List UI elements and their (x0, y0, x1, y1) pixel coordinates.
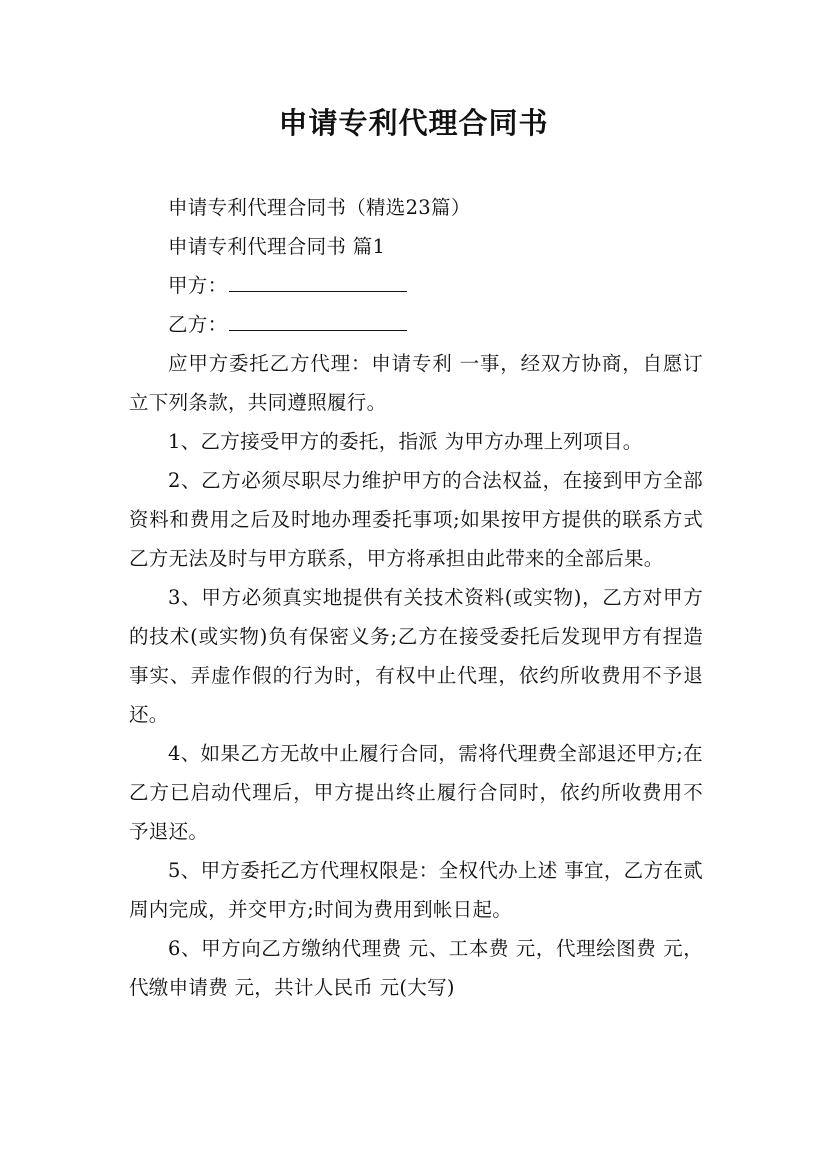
paragraph-clause-3: 3、甲方必须真实地提供有关技术资料(或实物)，乙方对甲方的技术(或实物)负有保密义务;乙方在接受委托后发现甲方有捏造事实、弄虚作假的行为时，有权中止代理，依约所收费用不予退还。 (129, 586, 703, 726)
paragraph-clause-1: 1、乙方接受甲方的委托，指派 为甲方办理上列项目。 (168, 430, 643, 453)
party-b-label: 乙方： (168, 313, 228, 336)
section-heading: 申请专利代理合同书 篇1 (168, 235, 386, 258)
party-a-blank (229, 269, 407, 292)
document-body (129, 188, 703, 1007)
document-title: 申请专利代理合同书 (278, 106, 549, 140)
document-subtitle: 申请专利代理合同书（精选23篇） (168, 196, 471, 219)
paragraph-clause-2: 2、乙方必须尽职尽力维护甲方的合法权益，在接到甲方全部资料和费用之后及时地办理委托事项;如果按甲方提供的联系方式乙方无法及时与甲方联系，甲方将承担由此带来的全部后果。 (129, 469, 703, 570)
paragraph-clause-5: 5、甲方委托乙方代理权限是：全权代办上述 事宜，乙方在贰周内完成，并交甲方;时间为费用到帐日起。 (129, 859, 703, 921)
paragraph-clause-6: 6、甲方向乙方缴纳代理费 元、工本费 元，代理绘图费 元，代缴申请费 元，共计人民币 元(大写) (129, 937, 703, 999)
party-a-line (129, 266, 703, 305)
party-b-blank (229, 308, 407, 331)
party-a-label: 甲方： (168, 274, 228, 297)
paragraph-clause-4: 4、如果乙方无故中止履行合同，需将代理费全部退还甲方;在乙方已启动代理后，甲方提出终止履行合同时，依约所收费用不予退还。 (129, 742, 703, 843)
paragraph-intro: 应甲方委托乙方代理：申请专利 一事，经双方协商，自愿订立下列条款，共同遵照履行。 (129, 352, 703, 414)
party-b-line (129, 305, 703, 344)
